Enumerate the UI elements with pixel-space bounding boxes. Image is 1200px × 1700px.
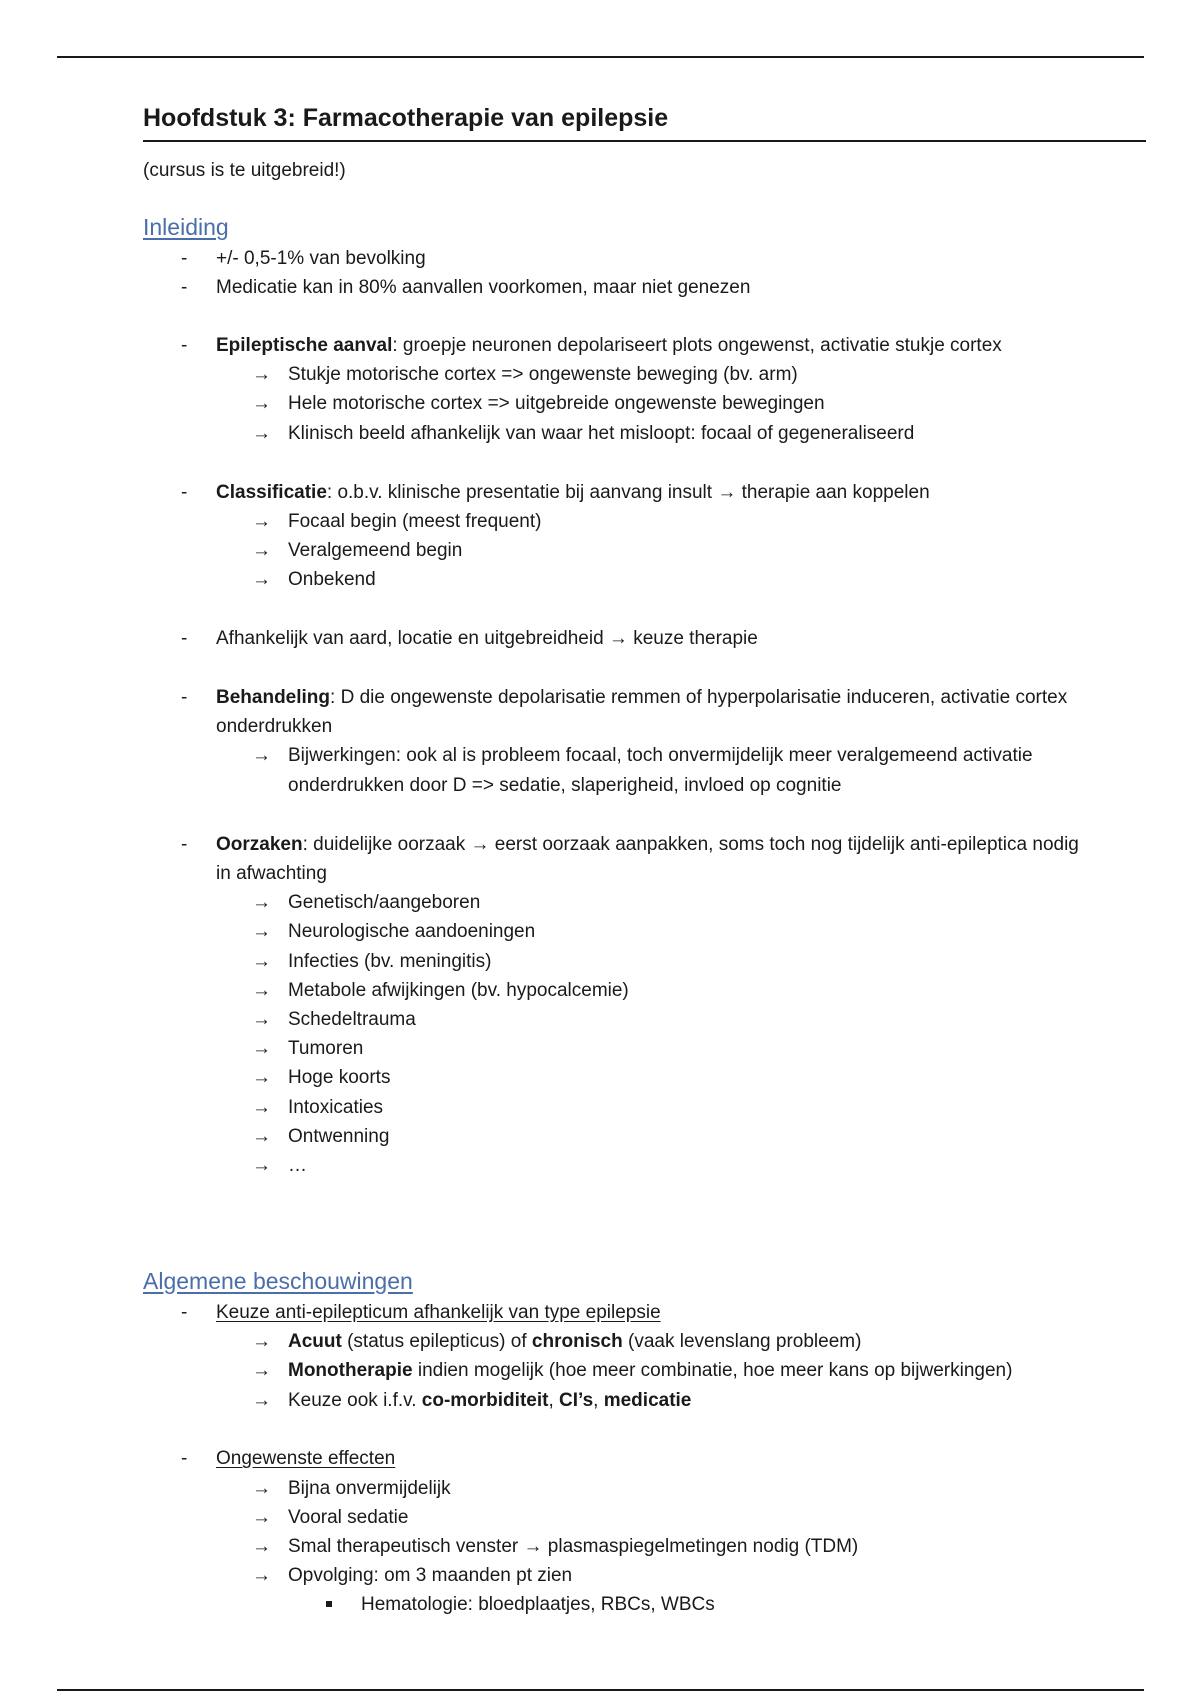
- term-label: Epileptische aanval: [216, 335, 393, 356]
- bullet-dash: -: [181, 335, 188, 356]
- section-heading-inleiding: Inleiding: [143, 214, 229, 240]
- square-bullet-icon: [326, 1601, 332, 1607]
- arrow-icon: →: [252, 1507, 271, 1528]
- sub-item: Smal therapeutisch venster → plasmaspiegelmetingen nodig (TDM): [288, 1536, 859, 1557]
- sub-item: Metabole afwijkingen (bv. hypocalcemie): [288, 980, 629, 1001]
- arrow-icon: →: [252, 1126, 271, 1147]
- term-text: : D die ongewenste depolarisatie remmen of hyperpolarisatie induceren, activatie cortex: [330, 687, 1068, 708]
- list-item-continuation: onderdrukken: [216, 716, 333, 737]
- sub-item: Bijwerkingen: ook al is probleem focaal, toch onvermijdelijk meer veralgemeend activatie: [288, 745, 1033, 766]
- sub-item: Infecties (bv. meningitis): [288, 951, 492, 972]
- sub-item-acuut: [288, 1329, 861, 1355]
- term-label: Behandeling: [216, 687, 331, 708]
- sub-item: Onbekend: [288, 569, 376, 590]
- arrow-icon: →: [252, 423, 271, 444]
- arrow-icon: →: [252, 1067, 271, 1088]
- arrow-icon: →: [252, 540, 271, 561]
- sub-item: Focaal begin (meest frequent): [288, 511, 542, 532]
- underlined-label: Ongewenste effecten: [216, 1448, 396, 1469]
- sub-item-continuation: onderdrukken door D => sedatie, slaperigheid, invloed op cognitie: [288, 775, 842, 796]
- arrow-icon: →: [252, 921, 271, 942]
- sub-item: Neurologische aandoeningen: [288, 921, 536, 942]
- sub-item: Opvolging: om 3 maanden pt zien: [288, 1565, 573, 1586]
- sub-item: Ontwenning: [288, 1126, 390, 1147]
- sub-item: Bijna onvermijdelijk: [288, 1478, 451, 1499]
- arrow-icon: →: [252, 1009, 271, 1030]
- sub-item: Klinisch beeld afhankelijk van waar het misloopt: focaal of gegeneraliseerd: [288, 423, 915, 444]
- text-run: ,: [593, 1390, 604, 1411]
- bullet-dash: -: [181, 687, 188, 708]
- bullet-dash: -: [181, 834, 188, 855]
- arrow-icon: →: [252, 511, 271, 532]
- sub-item: Veralgemeend begin: [288, 540, 463, 561]
- list-item-behandeling: [216, 685, 1067, 711]
- arrow-icon: →: [252, 1478, 271, 1499]
- sub-item: Tumoren: [288, 1038, 364, 1059]
- sub-item: Hele motorische cortex => uitgebreide ongewenste bewegingen: [288, 393, 825, 414]
- arrow-icon: →: [252, 951, 271, 972]
- list-item: Medicatie kan in 80% aanvallen voorkomen, maar niet genezen: [216, 277, 751, 298]
- arrow-icon: →: [252, 569, 271, 590]
- bold-term: chronisch: [531, 1331, 623, 1352]
- text-run: ,: [548, 1390, 560, 1411]
- arrow-icon: →: [252, 1390, 271, 1411]
- bullet-dash: -: [181, 482, 188, 503]
- list-item: +/- 0,5-1% van bevolking: [216, 248, 426, 269]
- underlined-label: Keuze anti-epilepticum afhankelijk van type epilepsie: [216, 1302, 661, 1323]
- bullet-dash: -: [181, 1302, 188, 1323]
- top-page-rule: [57, 56, 1144, 58]
- arrow-icon: →: [252, 1097, 271, 1118]
- bullet-dash: -: [181, 628, 188, 649]
- list-item-epileptische-aanval: [216, 333, 1002, 359]
- bold-term: medicatie: [603, 1390, 692, 1411]
- bold-term: Monotherapie: [288, 1360, 413, 1381]
- sub-item: Stukje motorische cortex => ongewenste beweging (bv. arm): [288, 364, 798, 385]
- term-label: Classificatie: [216, 482, 327, 503]
- bold-term: CI’s: [559, 1390, 594, 1411]
- title-underline: [143, 140, 1146, 142]
- sub-item: Hoge koorts: [288, 1067, 391, 1088]
- bullet-dash: -: [181, 248, 188, 269]
- list-item: Afhankelijk van aard, locatie en uitgebreidheid → keuze therapie: [216, 628, 758, 649]
- arrow-icon: →: [252, 980, 271, 1001]
- bullet-dash: -: [181, 277, 188, 298]
- text-run: indien mogelijk (hoe meer combinatie, hoe meer kans op bijwerkingen): [412, 1360, 1013, 1381]
- arrow-icon: →: [252, 1360, 271, 1381]
- sub-item-keuze-ifv: [288, 1388, 691, 1414]
- arrow-icon: →: [252, 1536, 271, 1557]
- sub-item: Vooral sedatie: [288, 1507, 409, 1528]
- list-item-continuation: in afwachting: [216, 863, 327, 884]
- arrow-icon: →: [252, 1155, 271, 1176]
- arrow-icon: →: [252, 1565, 271, 1586]
- section-heading-algemene-beschouwingen: Algemene beschouwingen: [143, 1268, 413, 1294]
- bullet-dash: -: [181, 1448, 188, 1469]
- text-run: (vaak levenslang probleem): [622, 1331, 862, 1352]
- sub-item: …: [288, 1155, 307, 1176]
- arrow-icon: →: [252, 892, 271, 913]
- sub-item-monotherapie: [288, 1358, 1012, 1384]
- bold-term: co-morbiditeit: [421, 1390, 549, 1411]
- arrow-icon: →: [252, 1038, 271, 1059]
- text-run: (status epilepticus) of: [341, 1331, 532, 1352]
- course-note: (cursus is te uitgebreid!): [143, 160, 346, 181]
- chapter-title: Hoofdstuk 3: Farmacotherapie van epilepsie: [143, 104, 669, 132]
- arrow-icon: →: [252, 364, 271, 385]
- list-item-oorzaken: [216, 832, 1079, 858]
- sub-item: Genetisch/aangeboren: [288, 892, 481, 913]
- list-item-classificatie: [216, 480, 930, 506]
- arrow-icon: →: [252, 745, 271, 766]
- arrow-icon: →: [252, 393, 271, 414]
- bold-term: Acuut: [288, 1331, 342, 1352]
- term-label: Oorzaken: [216, 834, 303, 855]
- list-item-ongewenste-effecten: [216, 1446, 395, 1472]
- term-text: : duidelijke oorzaak → eerst oorzaak aanpakken, soms toch nog tijdelijk anti-epileptica nodig: [302, 834, 1079, 855]
- term-text: : o.b.v. klinische presentatie bij aanvang insult → therapie aan koppelen: [326, 482, 930, 503]
- term-text: : groepje neuronen depolariseert plots ongewenst, activatie stukje cortex: [392, 335, 1002, 356]
- sub-item: Schedeltrauma: [288, 1009, 416, 1030]
- sub-sub-item: Hematologie: bloedplaatjes, RBCs, WBCs: [361, 1594, 715, 1615]
- arrow-icon: →: [252, 1331, 271, 1352]
- bottom-page-rule: [57, 1689, 1144, 1691]
- list-item-keuze: [216, 1300, 661, 1326]
- text-run: Keuze ook i.f.v.: [288, 1390, 422, 1411]
- sub-item: Intoxicaties: [288, 1097, 384, 1118]
